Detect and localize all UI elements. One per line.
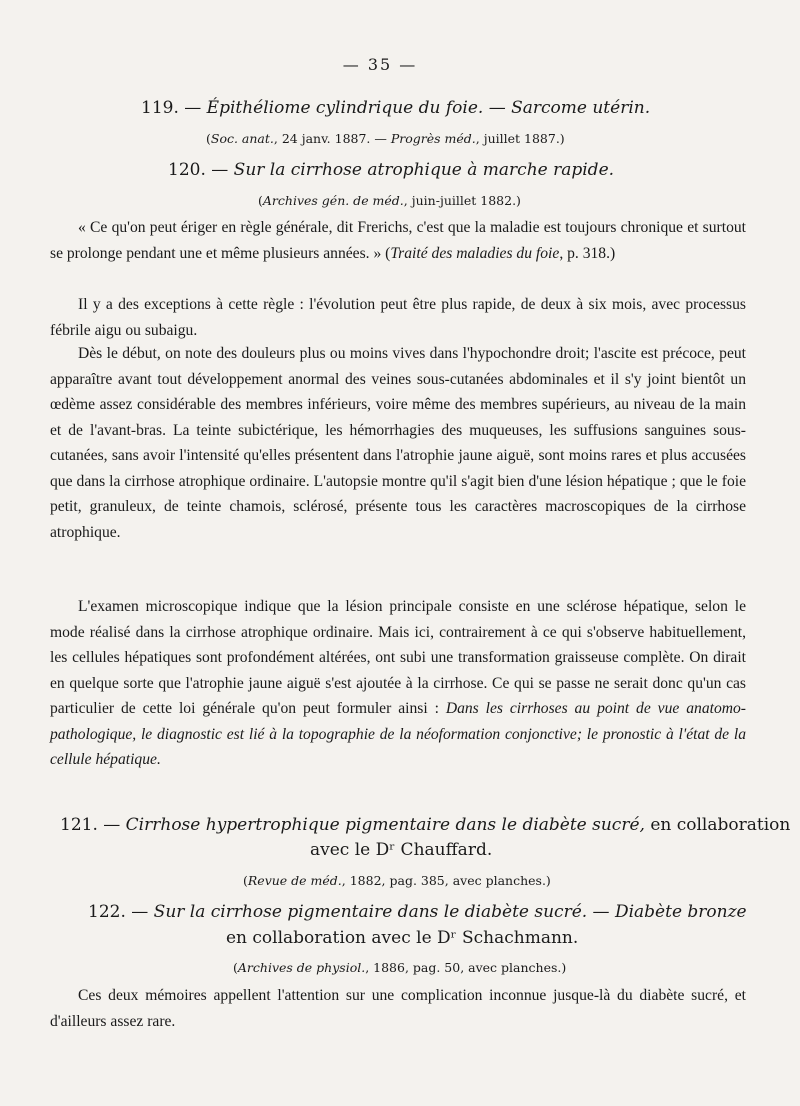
entry-122-number: 122. — [88, 902, 126, 922]
paragraph-microscopic-exam — [50, 594, 746, 773]
entry-119-number: 119. — [141, 98, 179, 118]
ref-paren: ( — [258, 193, 263, 208]
entry-122-dash: — — [125, 902, 154, 922]
entry-121-title — [60, 815, 790, 835]
entry-122-title-line2: en collaboration avec le Dʳ Schachmann. — [226, 928, 579, 948]
quote-source-page: , p. 318.) — [559, 244, 616, 262]
entry-121-title-text: Cirrhose hypertrophique pigmentaire dans le diabète sucré, — [125, 815, 645, 835]
quote-source-title: Traité des maladies du foie — [390, 244, 560, 262]
entry-121-dash: — — [97, 815, 126, 835]
entry-121-reference — [243, 873, 551, 888]
ref-end: , 1886, pag. 50, avec planches.) — [365, 960, 567, 975]
ref-source-2: Progrès méd. — [390, 131, 476, 146]
entry-119-title — [141, 98, 650, 118]
entry-119-dash: — — [178, 98, 207, 118]
ref-paren: ( — [233, 960, 238, 975]
entry-120-reference — [258, 193, 521, 208]
ref-end: , juin-juillet 1882.) — [403, 193, 521, 208]
ref-source: Revue de méd. — [247, 873, 342, 888]
paragraph-exceptions: Il y a des exceptions à cette règle : l'évolution peut être plus rapide, de deux à six mois, avec processus fébrile aigu ou subaigu. — [50, 296, 746, 339]
entry-120-dash: — — [205, 160, 234, 180]
ref-paren: ( — [243, 873, 248, 888]
paragraph-clinical-signs: Dès le début, on note des douleurs plus ou moins vives dans l'hypochondre droit; l'ascite est précoce, peut apparaître avant tout développement anormal des veines sous-cutanées abdominales et il s'y joint bientôt un œdème assez considérable des membres inférieurs, voire même des membres supérieurs, au niveau de la main et de l'avant-bras. La teinte subictérique, les hémorrhagies des muqueuses, les suffusions sanguines sous-cutanées, sans avoir l'intensité qu'elles présentent dans l'atrophie jaune aiguë, sont moins rares et plus accusées que dans la cirrhose atrophique ordinaire. L'autopsie montre qu'il s'agit bien d'une lésion hépatique ; que le foie petit, granuleux, de teinte chamois, sclérosé, présente tous les caractères macroscopiques de la cirrhose atrophique. — [50, 345, 746, 541]
ref-end: , juillet 1887.) — [475, 131, 565, 146]
entry-122-title-text: Sur la cirrhose pigmentaire dans le diabète sucré. — Diabète bronze — [153, 902, 747, 922]
entry-120-title — [168, 160, 614, 180]
microscopic-law: Dans les cirrhoses au point de vue anatomo-pathologique, le diagnostic est lié à la topographie de la néoformation conjonctive; le pronostic à l'état de la cellule hépatique. — [50, 700, 746, 768]
entry-121-title-rest: en collaboration — [644, 815, 791, 835]
page-number: — 35 — — [342, 55, 418, 74]
entry-119-title-b: — Sarcome utérin. — [483, 98, 651, 118]
entry-122-reference — [233, 960, 566, 975]
entry-122-title — [88, 902, 747, 922]
ref-source: Archives de physiol. — [237, 960, 366, 975]
ref-source: Archives gén. de méd. — [262, 193, 404, 208]
entry-121-number: 121. — [60, 815, 98, 835]
ref-paren: ( — [206, 131, 211, 146]
ref-source-1: Soc. anat. — [210, 131, 274, 146]
entry-119-reference — [206, 131, 565, 146]
entry-120-number: 120. — [168, 160, 206, 180]
ref-middle: , 24 janv. 1887. — — [273, 131, 391, 146]
entry-120-title-text: Sur la cirrhose atrophique à marche rapide. — [233, 160, 615, 180]
entry-119-title-a: Épithéliome cylindrique du foie. — [206, 98, 484, 118]
quote-text: « Ce qu'on peut ériger en règle générale, dit Frerichs, c'est que la maladie est toujours chronique et surtout se prolonge pendant une et même plusieurs années. » ( — [50, 219, 746, 262]
entry-121-title-line2: avec le Dʳ Chauffard. — [310, 840, 493, 860]
paragraph-diabetes-complication: Ces deux mémoires appellent l'attention sur une complication inconnue jusque-là du diabète sucré, et d'ailleurs assez rare. — [50, 987, 746, 1030]
microscopic-text: L'examen microscopique indique que la lésion principale consiste en une sclérose hépatique, selon le mode réalisé dans la cirrhose atrophique ordinaire. Mais ici, contrairement à ce qui s'observe habituellement, les cellules hépatiques sont profondément altérées, ont subi une transformation graisseuse complète. On dirait en quelque sorte que l'atrophie jaune aiguë s'est ajoutée à la cirrhose. Ce qui se passe ne serait donc qu'un cas particulier de cette loi générale qu'on peut formuler ainsi : — [50, 598, 746, 717]
paragraph-frerichs-quote — [50, 215, 746, 266]
ref-end: , 1882, pag. 385, avec planches.) — [341, 873, 551, 888]
